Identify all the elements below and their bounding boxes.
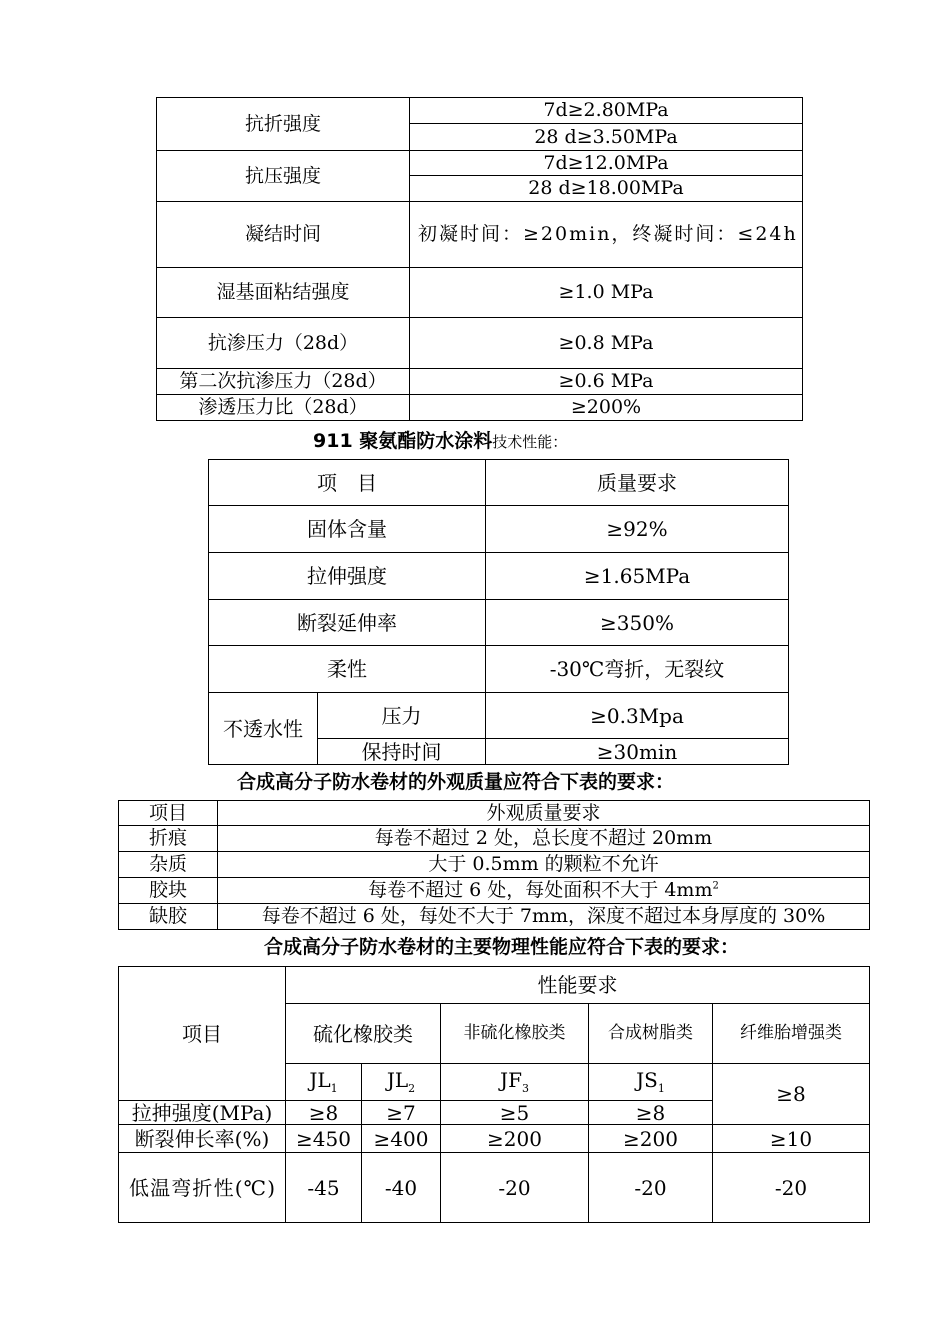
row-label: 折痕: [119, 826, 218, 852]
cell-value: ≥200%: [410, 395, 803, 421]
cell-value: ≥10: [713, 1125, 870, 1153]
cell-value: ≥1.65MPa: [486, 553, 789, 600]
row-label: 柔性: [209, 646, 486, 693]
appearance-caption: 合成高分子防水卷材的外观质量应符合下表的要求：: [237, 771, 675, 793]
caption-bold: 911 聚氨酯防水涂料: [313, 430, 493, 452]
cell-value: ≥0.6 MPa: [410, 369, 803, 395]
cell-value: 28 d≥3.50MPa: [410, 124, 803, 151]
row-label: 胶块: [119, 878, 218, 904]
code-sub: 1: [657, 1081, 665, 1095]
cell-value: 7d≥2.80MPa: [410, 98, 803, 124]
row-label: 固体含量: [209, 506, 486, 553]
row-label: 拉伸强度: [209, 553, 486, 600]
code-base: JS: [636, 1067, 658, 1092]
cell-value: ≥8: [589, 1101, 713, 1125]
cell-value: [218, 878, 870, 904]
row-label: 断裂伸长率(%): [119, 1125, 286, 1153]
row-label: 抗折强度: [157, 98, 410, 151]
cell-value: -30℃弯折，无裂纹: [486, 646, 789, 693]
code-js1: [589, 1064, 713, 1101]
superscript: 2: [712, 880, 719, 892]
physical-caption: 合成高分子防水卷材的主要物理性能应符合下表的要求：: [264, 936, 740, 958]
mortar-spec-table: [156, 97, 803, 421]
header-item: 项目: [119, 801, 218, 826]
row-label: 低温弯折性(℃): [119, 1153, 286, 1223]
row-label: 渗透压力比（28d）: [157, 395, 410, 421]
group-resin: 合成树脂类: [589, 1004, 713, 1064]
group-fiber: 纤维胎增强类: [713, 1004, 870, 1064]
cell-value: -40: [362, 1153, 441, 1223]
cell-value: 大于 0.5mm 的颗粒不允许: [218, 852, 870, 878]
cell-value: ≥5: [441, 1101, 589, 1125]
appearance-quality-table: [118, 800, 870, 930]
row-label: 断裂延伸率: [209, 600, 486, 646]
header-item: 项目: [119, 967, 286, 1101]
header-item: 项 目: [209, 460, 486, 506]
cell-value: ≥400: [362, 1125, 441, 1153]
group-label: 不透水性: [209, 693, 318, 765]
code-jl1: [286, 1064, 362, 1101]
cell-value: ≥350%: [486, 600, 789, 646]
code-sub: 1: [330, 1081, 338, 1095]
code-jf3: [441, 1064, 589, 1101]
physical-property-table: [118, 966, 870, 1223]
code-sub: 2: [408, 1081, 416, 1095]
row-label: 第二次抗渗压力（28d）: [157, 369, 410, 395]
cell-value: ≥1.0 MPa: [410, 268, 803, 318]
row-label: 抗压强度: [157, 151, 410, 202]
cell-text: 每卷不超过 6 处，每处面积不大于 4mm: [368, 879, 713, 902]
code-base: JL: [386, 1067, 409, 1092]
cell-value: -20: [441, 1153, 589, 1223]
cell-value: ≥450: [286, 1125, 362, 1153]
cell-value: 7d≥12.0MPa: [410, 151, 803, 176]
cell-value: ≥200: [589, 1125, 713, 1153]
header-requirement: 外观质量要求: [218, 801, 870, 826]
cell-value: ≥0.3Mpa: [486, 693, 789, 739]
cell-value: ≥0.8 MPa: [410, 318, 803, 369]
row-label: 湿基面粘结强度: [157, 268, 410, 318]
row-label: 抗渗压力（28d）: [157, 318, 410, 369]
cell-value: 每卷不超过 6 处，每处不大于 7mm，深度不超过本身厚度的 30%: [218, 904, 870, 930]
cell-value: 初凝时间：≥20min，终凝时间：≤24h: [410, 202, 803, 268]
code-jl2: [362, 1064, 441, 1101]
header-requirement: 质量要求: [486, 460, 789, 506]
cell-value: -20: [589, 1153, 713, 1223]
group-vulcanized: 硫化橡胶类: [286, 1004, 441, 1064]
caption-normal: 技术性能：: [492, 433, 568, 451]
group-non-vulcanized: 非硫化橡胶类: [441, 1004, 589, 1064]
cell-value: ≥200: [441, 1125, 589, 1153]
header-performance: 性能要求: [286, 967, 870, 1004]
row-label: 缺胶: [119, 904, 218, 930]
code-base: JL: [309, 1067, 331, 1092]
cell-value: -45: [286, 1153, 362, 1223]
row-label: 凝结时间: [157, 202, 410, 268]
sub-label: 压力: [318, 693, 486, 739]
polyurethane-caption: [313, 426, 567, 453]
cell-value: ≥92%: [486, 506, 789, 553]
cell-value: 每卷不超过 2 处，总长度不超过 20mm: [218, 826, 870, 852]
cell-value: ≥8: [286, 1101, 362, 1125]
row-label: 杂质: [119, 852, 218, 878]
cell-value: -20: [713, 1153, 870, 1223]
cell-value: ≥30min: [486, 739, 789, 765]
cell-value: 28 d≥18.00MPa: [410, 176, 803, 202]
row-label: 拉抻强度(MPa): [119, 1101, 286, 1125]
sub-label: 保持时间: [318, 739, 486, 765]
code-base: JF: [500, 1067, 522, 1092]
polyurethane-spec-table: [208, 459, 789, 765]
fiber-tensile-value: ≥8: [713, 1064, 870, 1125]
code-sub: 3: [521, 1081, 529, 1095]
cell-value: ≥7: [362, 1101, 441, 1125]
